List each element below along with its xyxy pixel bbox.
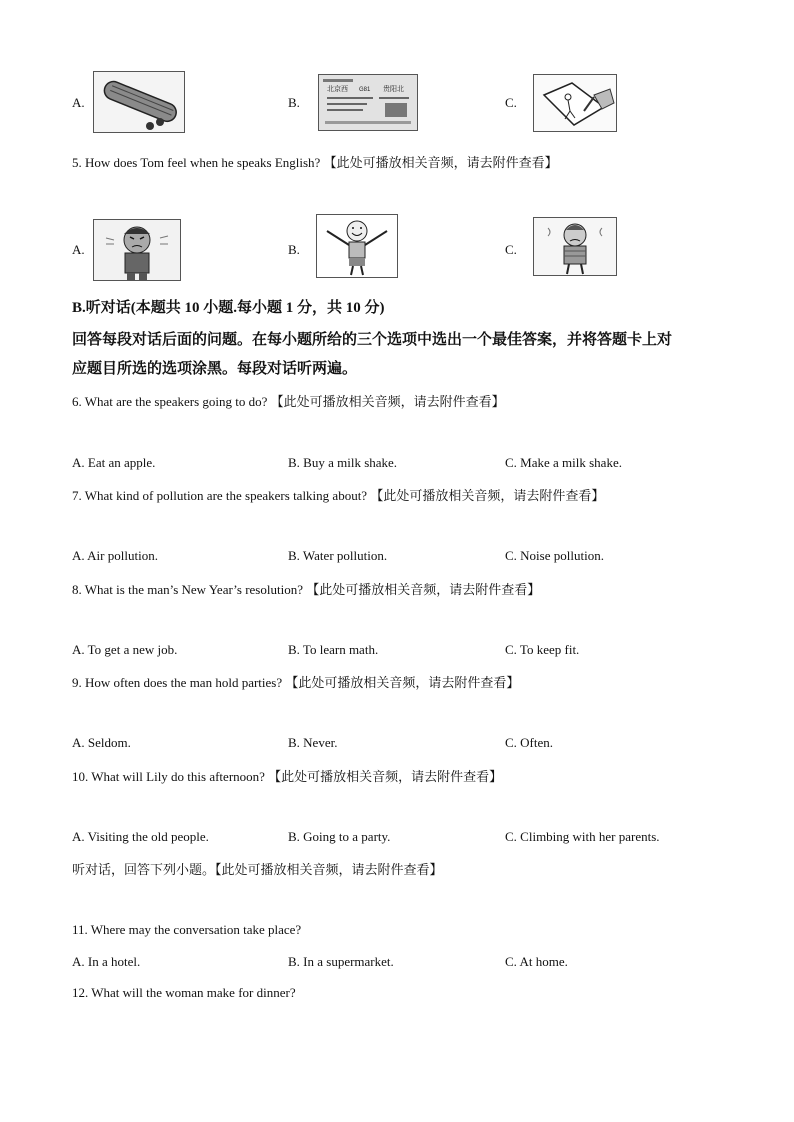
q5-option-c-label: C. (505, 242, 517, 257)
q9-option-c: C. Often. (505, 735, 554, 750)
q4-option-c-label: C. (505, 95, 517, 110)
ticket-from: 北京西 (327, 86, 348, 93)
q8-option-b: B. To learn math. (288, 642, 379, 657)
q4-option-b-label: B. (288, 95, 300, 110)
drawing-hand-image (533, 74, 617, 132)
q9-option-a: A. Seldom. (72, 735, 131, 750)
nervous-boy-image (533, 217, 617, 276)
q7-option-a: A. Air pollution. (72, 548, 158, 563)
q11-option-a: A. In a hotel. (72, 954, 141, 969)
ticket-to: 贵阳北 (383, 86, 404, 93)
q8-option-c: C. To keep fit. (505, 642, 580, 657)
q9-option-b: B. Never. (288, 735, 338, 750)
angry-boy-image (93, 219, 181, 281)
question-8: 8. What is the man’s New Year’s resolution? 【此处可播放相关音频，请去附件查看】 (72, 582, 541, 597)
section-b-title: B.听对话(本题共 10 小题.每小题 1 分，共 10 分) (72, 300, 385, 316)
listen-prompt: 听对话，回答下列小题。【此处可播放相关音频，请去附件查看】 (72, 862, 443, 877)
q10-option-b: B. Going to a party. (288, 829, 391, 844)
q6-option-a: A. Eat an apple. (72, 455, 156, 470)
q5-option-b-label: B. (288, 242, 300, 257)
q10-option-a: A. Visiting the old people. (72, 829, 209, 844)
ticket-train: G81 (359, 87, 371, 93)
question-10: 10. What will Lily do this afternoon? 【此处可播放相关音频，请去附件查看】 (72, 769, 503, 784)
q8-option-a: A. To get a new job. (72, 642, 178, 657)
q6-option-b: B. Buy a milk shake. (288, 455, 398, 470)
q7-option-b: B. Water pollution. (288, 548, 388, 563)
q11-option-c: C. At home. (505, 954, 568, 969)
q4-option-a-label: A. (72, 95, 85, 110)
question-5: 5. How does Tom feel when he speaks English? 【此处可播放相关音频，请去附件查看】 (72, 155, 558, 170)
question-11: 11. Where may the conversation take place? (72, 922, 302, 937)
question-7: 7. What kind of pollution are the speakers talking about? 【此处可播放相关音频，请去附件查看】 (72, 488, 605, 503)
question-9: 9. How often does the man hold parties? 【此处可播放相关音频，请去附件查看】 (72, 675, 520, 690)
q5-option-a-label: A. (72, 242, 85, 257)
q11-option-b: B. In a supermarket. (288, 954, 394, 969)
question-12: 12. What will the woman make for dinner? (72, 985, 296, 1000)
happy-boy-image (316, 214, 398, 278)
q6-option-c: C. Make a milk shake. (505, 455, 622, 470)
section-b-instruction-1: 回答每段对话后面的问题。在每小题所给的三个选项中选出一个最佳答案，并将答题卡上对 (72, 332, 673, 348)
train-ticket-image (318, 74, 418, 131)
q10-option-c: C. Climbing with her parents. (505, 829, 660, 844)
q7-option-c: C. Noise pollution. (505, 548, 604, 563)
skateboard-image (93, 71, 185, 133)
section-b-instruction-2: 应题目所选的选项涂黑。每段对话听两遍。 (72, 361, 358, 377)
question-6: 6. What are the speakers going to do? 【此处可播放相关音频，请去附件查看】 (72, 394, 505, 409)
